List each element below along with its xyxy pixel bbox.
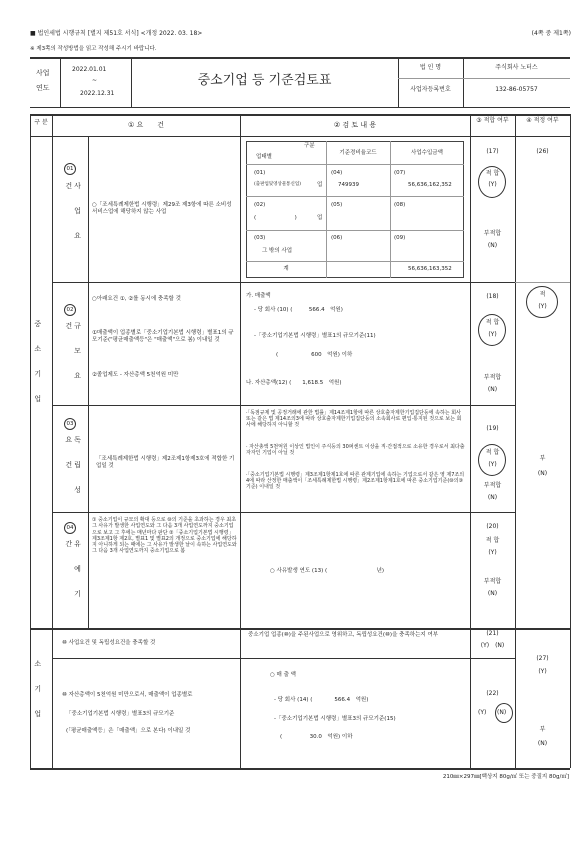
row3-number: 03 <box>64 418 76 430</box>
row6-rev-a: ○ 매 출 액 <box>270 672 296 678</box>
row4-fit-yes: 적 합 <box>485 537 500 544</box>
row1-fit-yes: 적 합 <box>485 170 500 177</box>
row2-rev-d: ( 600 억원) 이하 <box>276 352 353 358</box>
row2-rev-c: -「중소기업기본법 시행령」별표1의 규모기준(11) <box>254 333 376 339</box>
table-cell-01: (01) <box>254 170 266 176</box>
row4-fit-n: (N) <box>487 590 498 597</box>
col-adequacy: ④ 적정 여부 <box>526 117 559 124</box>
row2-fit-y: (Y) <box>488 331 497 338</box>
row1-fit-y: (Y) <box>488 181 497 188</box>
row2-fit-n: (N) <box>487 386 498 393</box>
col-review: ② 검 토 내 용 <box>333 121 377 129</box>
adequacy-no: 부 <box>539 455 546 462</box>
row5-review: 중소기업 업종(⑩)을 주된사업으로 영위하고, 독립성요건(⑩)을 충족하는지 여부 <box>248 632 439 638</box>
table-cell-01-business: (출판업및영상물통신업) <box>254 182 301 187</box>
row3-label: 독 립 성 요 건 <box>64 436 82 498</box>
corp-name: 주식회사 노터스 <box>495 64 538 71</box>
row2-req-c: ②졸업제도 - 자산총액 5천억원 미만 <box>92 372 179 378</box>
row6-rev-b: - 당 회사 (14) ( 566.4 억원) <box>274 697 369 703</box>
col-category: 구 분 <box>34 119 48 126</box>
row6-fit-number: (22) <box>486 690 499 697</box>
table-cell-04: (04) <box>331 170 343 176</box>
row5-requirement: ⑩ 사업요건 및 독립성요건을 충족할 것 <box>62 640 156 646</box>
biz-no: 132-86-05757 <box>495 86 538 93</box>
period-start: 2022.01.01 <box>72 66 107 73</box>
row5-fit-number: (21) <box>486 630 499 637</box>
table-hdr-business: 업태별 <box>256 154 272 160</box>
row3-rev-c: ·「중소기업기본법 시행령」제3조제1항제1호에 따른 관계기업에 속하는 기업으로서 같은 영 제7조의4에 따라 산정한 매출액이「조세특례제한법 시행령」제2조제1항제1호에 따른 중소기업기준(⑩의③기준) 이내일 것 <box>246 472 465 490</box>
row1-fit-no: 부적합 <box>483 230 502 237</box>
row3-requirement: 「조세특례제한법 시행령」제2조제1항제3호에 적합한 기업일 것 <box>96 456 235 469</box>
row3-fit-yes: 적 합 <box>485 449 500 456</box>
table-cell-09: (09) <box>394 235 406 241</box>
adequacy-n: (N) <box>537 470 548 477</box>
row1-label: 사 업 요 건 <box>64 182 82 244</box>
row6-rev-c: -「중소기업기본법 시행령」별표3의 규모기준(15) <box>274 716 396 722</box>
table-cell-03-business: 그 밖의 사업 <box>262 248 293 254</box>
row3-rev-a: ·「독점규제 및 공정거래에 관한 법률」제14조제1항에 따른 상호출자제한기업집단등에 속하는 회사 또는 같은 법 제14조의3에 따라 상호출자제한기업집단등의 소속회사로 편입·통지된 것으로 보는 회사에 해당하지 아니할 것 <box>246 410 462 428</box>
table-cell-07-revenue: 56,636,162,352 <box>408 182 452 188</box>
form-reference: ■ 법인세법 시행규칙 [별지 제51호 서식] <개정 2022. 03. 18> <box>30 30 203 37</box>
table-hdr-code: 기준경비율코드 <box>339 150 377 156</box>
row4-fit-y: (Y) <box>488 549 497 556</box>
row6-req-c: (「평균매출액등」은「매출액」으로 본다) 이내일 것 <box>66 728 191 734</box>
page-title: 중소기업 등 기준검토표 <box>197 73 332 88</box>
table-cell-01-suffix: 업 <box>317 182 323 188</box>
row3-fit-y: (Y) <box>488 461 497 468</box>
table-cell-02: (02) <box>254 202 266 208</box>
row3-fit-n: (N) <box>487 494 498 501</box>
instruction-note: ※ 제3쪽의 작성방법을 읽고 작성해 주시기 바랍니다. <box>30 46 157 52</box>
row6-req-b: 「중소기업기본법 시행령」별표3의 규모기준 <box>66 711 175 717</box>
adequacy-27-n: (N) <box>537 740 548 747</box>
row3-rev-b: · 자산총액 5천억원 이상인 법인이 주식등의 30퍼센트 이상을 직·간접적으로 소유한 경우로서 최다출자자인 기업이 아닐 것 <box>246 444 465 456</box>
row5-fit-yn: (Y) (N) <box>480 642 505 649</box>
row1-number: 01 <box>64 163 76 175</box>
table-cell-04-code: 749939 <box>338 182 359 188</box>
adequacy-27-no: 부 <box>539 726 546 733</box>
row6-rev-d: ( 30.0 억원) 이하 <box>280 734 353 740</box>
table-cell-08: (08) <box>394 202 406 208</box>
row6-fit-n: (N) <box>497 709 507 716</box>
row2-fit-yes: 적 합 <box>485 319 500 326</box>
business-table <box>246 141 464 278</box>
row3-fit-number: (19) <box>486 425 499 432</box>
table-hdr-revenue: 사업수입금액 <box>411 150 443 156</box>
biz-no-label: 사업자등록번호 <box>410 86 451 93</box>
adequacy-yes: 적 <box>539 291 546 298</box>
table-hdr-category: 구분 <box>304 143 315 149</box>
row4-number: 04 <box>64 522 76 534</box>
col-requirement: ① 요 건 <box>127 121 165 129</box>
period-end: 2022.12.31 <box>80 90 115 97</box>
section-sme: 중 소 기 업 <box>33 320 42 407</box>
row6-fit-y: (Y) <box>478 709 487 716</box>
table-cell-02-suffix: 업 <box>317 215 323 221</box>
row3-fit-no: 부적합 <box>483 482 502 489</box>
adequacy-y: (Y) <box>538 303 547 310</box>
adequacy-27-y: (Y) <box>538 668 547 675</box>
adequacy-number-26: (26) <box>536 148 549 155</box>
row4-fit-number: (20) <box>486 523 499 530</box>
period-separator: ~ <box>92 77 98 84</box>
page-info: (4쪽 중 제1쪽) <box>531 30 571 37</box>
row2-rev-b: - 당 회사 (10) ( 566.4 억원) <box>254 307 343 313</box>
col-fit: ③ 적합 여부 <box>476 117 509 124</box>
table-total-value: 56,636,163,352 <box>408 266 452 272</box>
section-small-business: 소 기 업 <box>33 660 42 722</box>
row1-fit-n: (N) <box>487 242 498 249</box>
row2-fit-number: (18) <box>486 293 499 300</box>
row2-label: 규 모 요 건 <box>64 322 82 384</box>
paper-spec: 210㎜×297㎜[백상지 80g/㎡ 또는 중질지 80g/㎡] <box>442 774 569 780</box>
row4-fit-no: 부적합 <box>483 578 502 585</box>
row1-fit-number: (17) <box>486 148 499 155</box>
table-cell-02-business: ( ) <box>254 215 297 221</box>
row1-requirement: ○「조세특례제한법 시행령」제29조 제3항에 따른 소비성 서비스업에 해당하지 않는 사업 <box>92 202 232 215</box>
table-cell-06: (06) <box>331 235 343 241</box>
row2-rev-e: 나. 자산총액(12) ( 1,618.5 억원) <box>246 380 342 386</box>
year-label-1: 사업 <box>36 69 50 77</box>
table-total-label: 계 <box>283 266 289 272</box>
row2-number: 02 <box>64 304 76 316</box>
row4-requirement: ① 중소기업이 규모의 확대 등으로 ⑩의 기준을 초과하는 경우 최초 그 사유가 발생한 사업연도와 그 다음 3개 사업연도까지 중소기업으로 보고 그 후에는 매년마다 판단 ②「중소기업기본법 시행령」제3조제1항 제2호, 별표1 및 별표2의 개정으로 중소기업에 해당하지 아니하게 되는 때에는 그 사유가 발생한 날이 속하는 사업연도와 그 다음 3개 사업연도까지 중소기업으로 봄 <box>92 517 237 555</box>
row6-req-a: ⑩ 자산총액이 5천억원 미만으로서, 매출액이 업종별로 <box>62 692 193 698</box>
year-label-2: 연도 <box>36 84 50 92</box>
row2-rev-a: 가. 매출액 <box>246 293 271 299</box>
corp-name-label: 법 인 명 <box>419 64 442 71</box>
row4-label: 유 예 기 간 <box>64 540 82 602</box>
row2-req-a: ○아래요건 ①, ②를 동시에 충족할 것 <box>92 296 181 302</box>
table-cell-05: (05) <box>331 202 343 208</box>
table-cell-03: (03) <box>254 235 266 241</box>
table-cell-07: (07) <box>394 170 406 176</box>
row4-review: ○ 사유발생 연도 (13) ( 년) <box>270 568 385 574</box>
adequacy-number-27: (27) <box>536 655 549 662</box>
row2-req-b: ①매출액이 업종별로「중소기업기본법 시행령」별표1의 규모기준("평균매출액등"은 "매출액"으로 봄) 이내일 것 <box>92 330 234 343</box>
row2-fit-no: 부적합 <box>483 374 502 381</box>
